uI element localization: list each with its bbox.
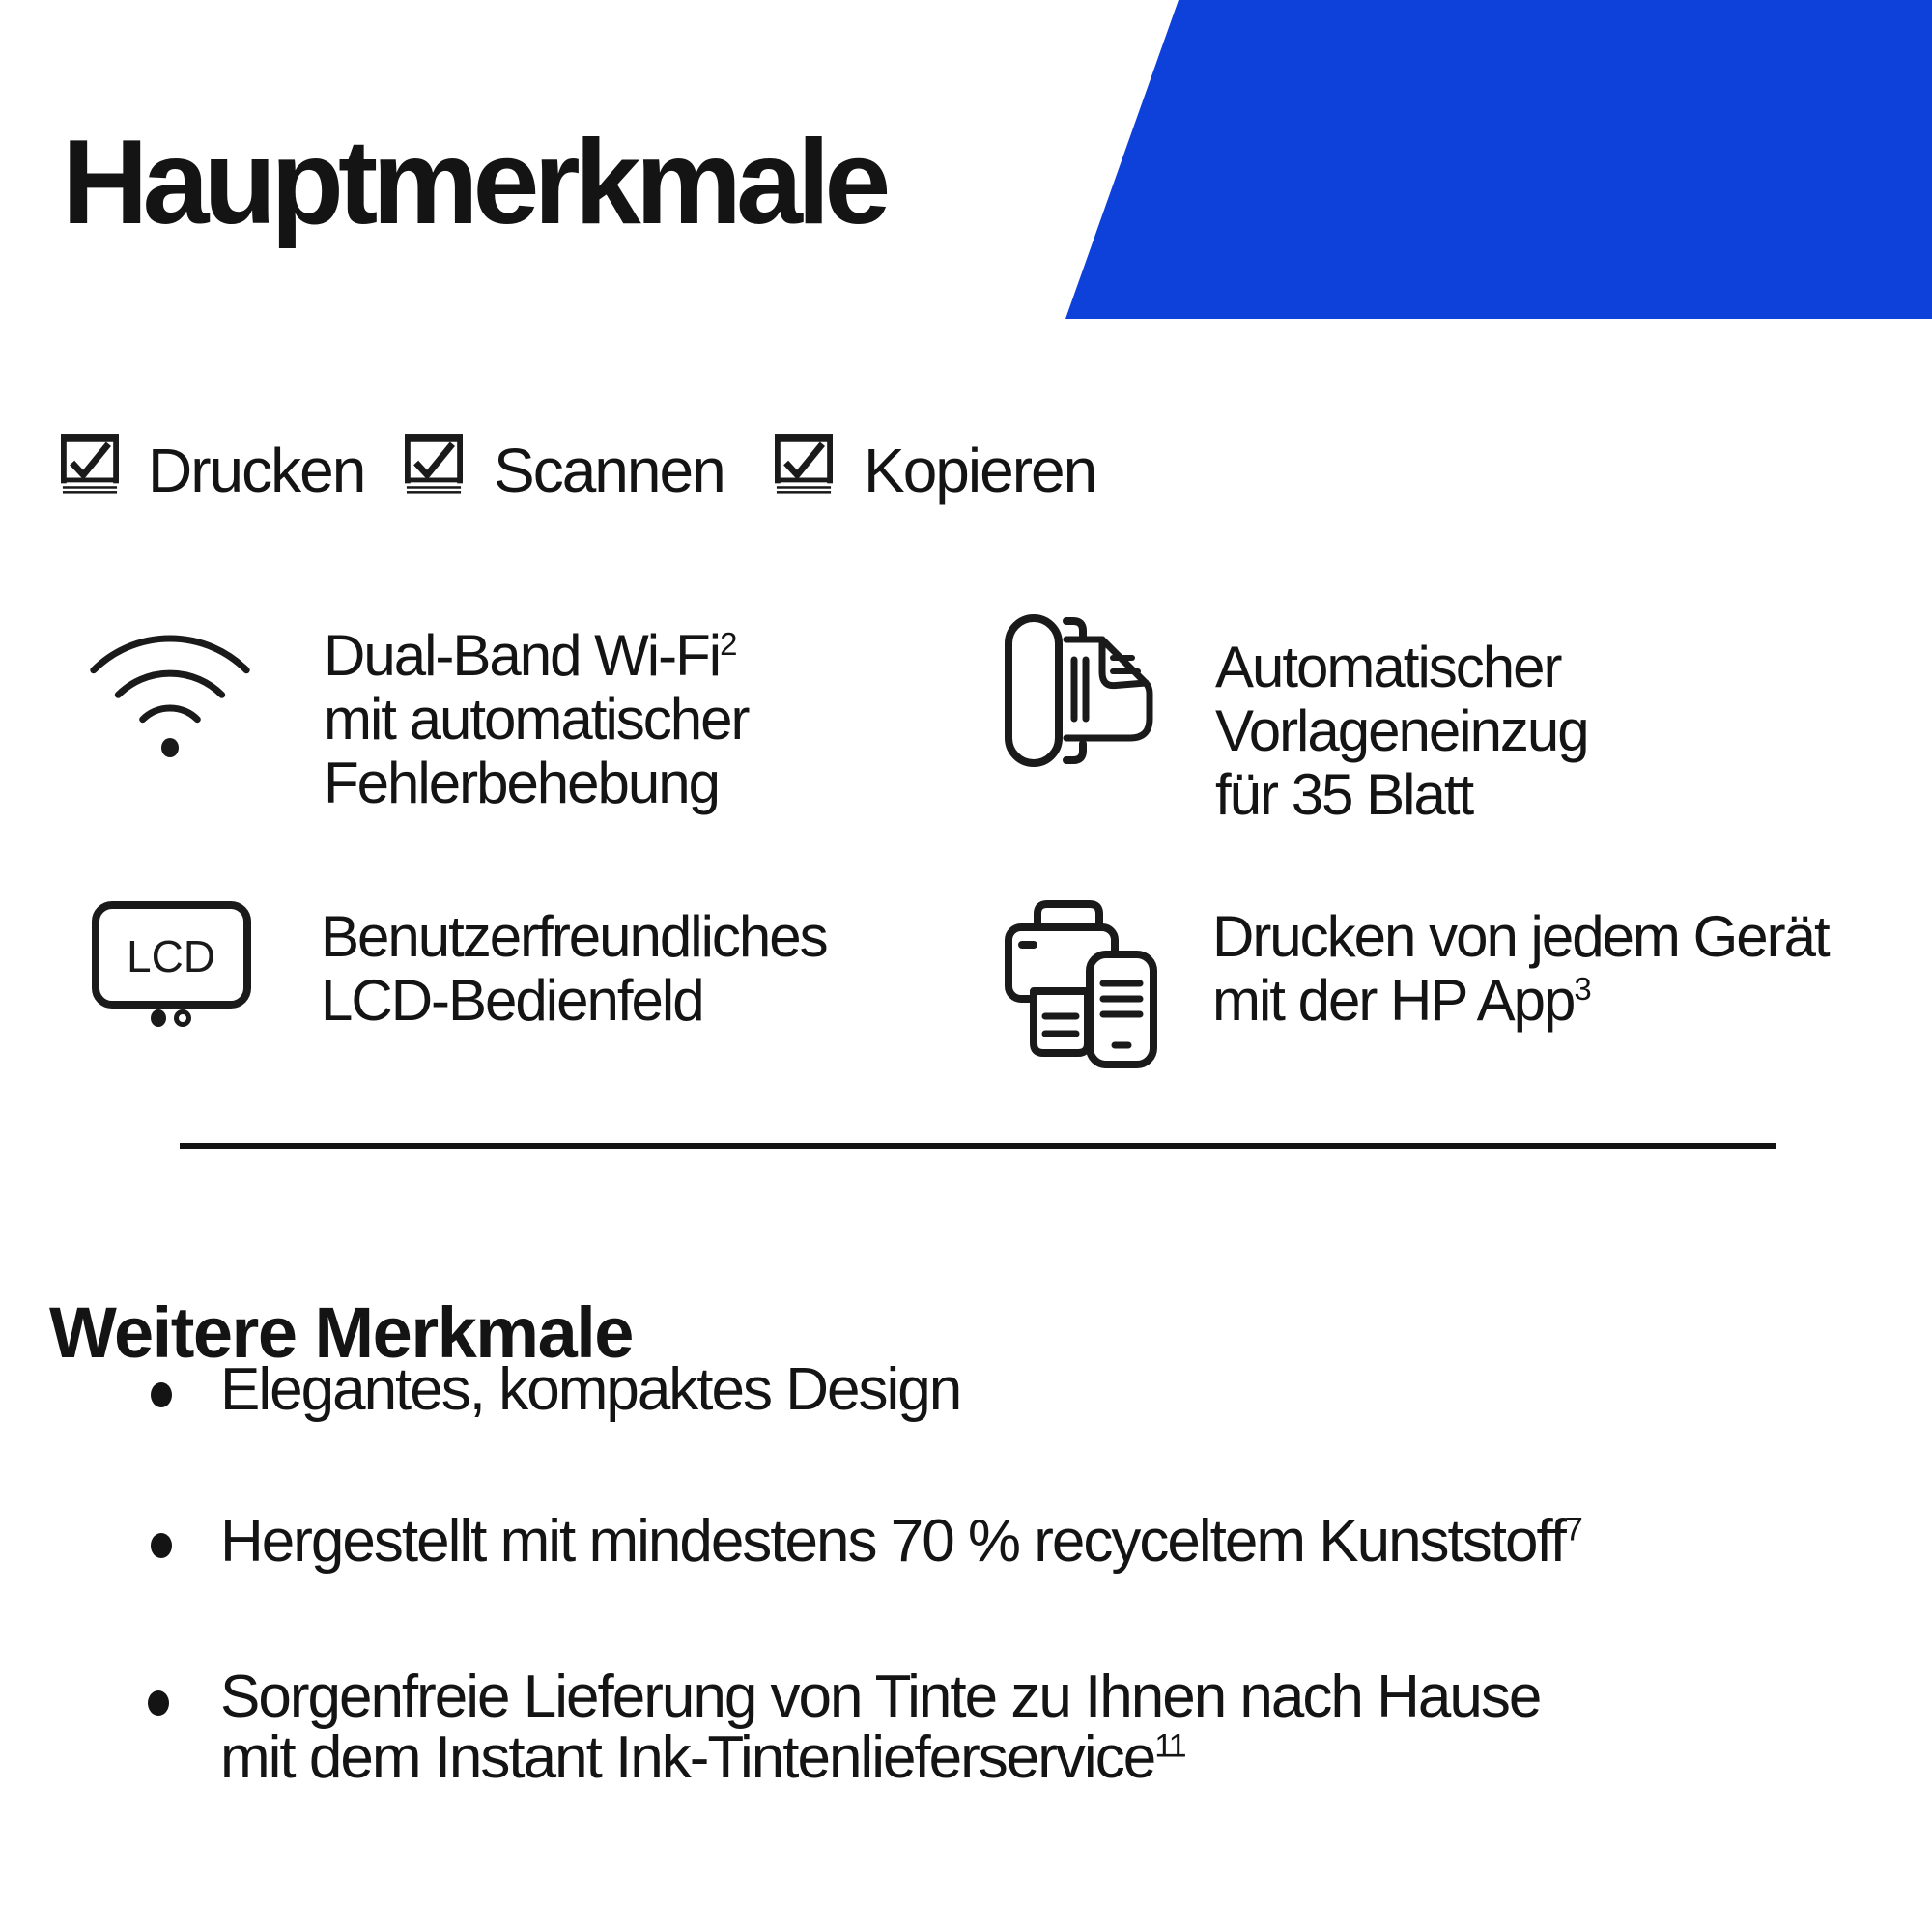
lcd-icon-label: LCD [126, 931, 216, 981]
printer-phone-icon [1005, 898, 1159, 1068]
mode-label: Scannen [494, 436, 724, 505]
section-heading: Weitere Merkmale [49, 1293, 633, 1374]
bullet-line: Sorgenfreie Lieferung von Tinte zu Ihnen nach Hause [220, 1663, 1541, 1730]
feature-text-adf [1215, 636, 1588, 827]
feature-line: mit der HP App$^3$ [1212, 968, 1590, 1033]
footnote-ref: 3 [1574, 971, 1590, 1007]
bullet-item [220, 1663, 1541, 1791]
feature-line: Drucken von jedem Gerät [1212, 904, 1829, 969]
page-title: Hauptmerkmale [62, 116, 886, 250]
feature-line: Dual-Band Wi-Fi$^2$ [324, 623, 736, 688]
feature-line: Vorlageneinzug [1215, 698, 1588, 763]
bullet-item [220, 1356, 961, 1423]
feature-line: LCD-Bedienfeld [321, 968, 703, 1033]
feature-line: für 35 Blatt [1215, 762, 1473, 827]
bullet-item [220, 1508, 1581, 1575]
wifi-icon [83, 633, 257, 758]
bullet-dot [151, 1533, 172, 1558]
checked-checkbox-icon [775, 434, 833, 494]
checked-checkbox-icon [61, 434, 119, 494]
feature-line: Fehlerbehebung [324, 751, 720, 815]
section-divider [180, 1143, 1776, 1149]
feature-text-hp-app [1212, 905, 1829, 1033]
footnote-ref: 2 [720, 626, 736, 662]
mode-label: Kopieren [864, 436, 1096, 505]
mode-label: Drucken [148, 436, 365, 505]
footnote-ref: 7 [1564, 1511, 1581, 1548]
feature-text-wifi [324, 624, 749, 815]
feature-text-lcd [321, 905, 827, 1033]
feature-line: Benutzerfreundliches [321, 904, 827, 969]
lcd-panel-icon [92, 901, 251, 1029]
bullet-dot [151, 1382, 172, 1407]
bullet-line: mit dem Instant Ink-Tintenlieferservice$^{11}$ [220, 1724, 1185, 1791]
bullet-line: Hergestellt mit mindestens 70 % recyceltem Kunststoff$^7$ [220, 1508, 1581, 1575]
document-feeder-icon [1005, 612, 1159, 769]
feature-line: Automatischer [1215, 635, 1561, 699]
feature-line: mit automatischer [324, 687, 749, 752]
bullet-dot [148, 1690, 169, 1716]
bullet-line: Elegantes, kompaktes Design [220, 1356, 961, 1423]
checked-checkbox-icon [405, 434, 463, 494]
footnote-ref: 11 [1154, 1727, 1185, 1765]
